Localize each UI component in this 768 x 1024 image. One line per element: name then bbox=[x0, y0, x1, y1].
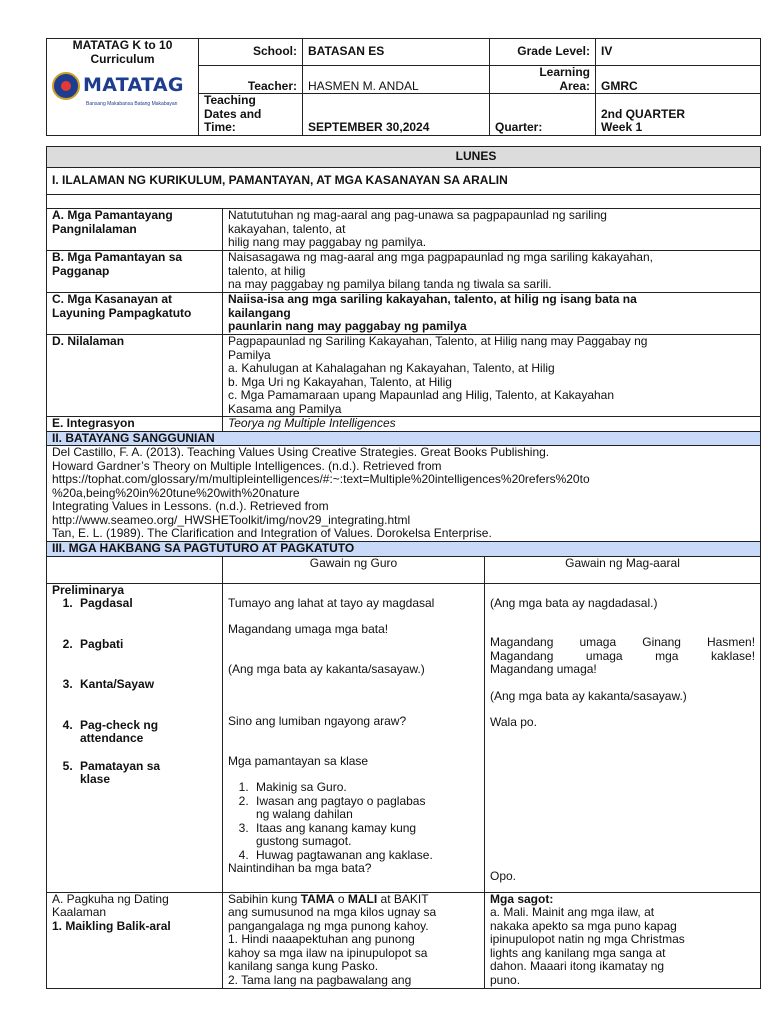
preliminary-label: Preliminarya bbox=[52, 582, 125, 597]
content-standards-label: A. Mga Pamantayang Pangnilalaman bbox=[47, 209, 223, 251]
school-value: BATASAN ES bbox=[303, 39, 490, 66]
teacher-preliminary: Tumayo ang lahat at tayo ay magdasal Magandang umaga mga bata! (Ang mga bata ay kakanta/sasayaw.) Sino ang lumiban ngayong araw? Mga pamantayan sa klase 1. Makinig sa Guro. 2. Iwasan ang pagtayo o paglabas ng walang dahilan 3. Itaas ang kanang kamay kung gustong sumagot. 4. Huwag pagtawanan ang kaklase. Naintindihan ba mga bata? bbox=[223, 583, 485, 892]
spacer-row bbox=[47, 195, 761, 209]
dates-label: Teaching Dates and Time: bbox=[199, 94, 303, 136]
teacher-review: Sabihin kung TAMA o MALI at BAKIT ang sumusunod na mga kilos ugnay sa pangangalaga ng mga punong kahoy. 1. Hindi naaapektuhan ang punong kahoy sa mga ilaw na ipinupulopot sa kanilang sanga kung Pasko. 2. Tama lang na pagbawalang ang bbox=[223, 892, 485, 988]
preliminary-steps bbox=[47, 583, 223, 892]
student-activity-header: Gawain ng Mag-aaral bbox=[485, 556, 761, 583]
matatag-logo bbox=[52, 72, 193, 100]
school-label: School: bbox=[199, 39, 303, 66]
dates-value: SEPTEMBER 30,2024 bbox=[303, 94, 490, 136]
performance-standards-text: Naisasagawa ng mag-aaral ang mga pagpapaunlad ng mga sariling kakayahan, talento, at hilig na may paggabay ng pamilya bilang tanda ng tiwala sa sarili. bbox=[223, 251, 761, 293]
area-value: GMRC bbox=[596, 66, 761, 94]
integration-text: Teorya ng Multiple Intelligences bbox=[223, 417, 761, 432]
quarter-label: Quarter: bbox=[490, 94, 596, 136]
step-attendance: 4. Pag-check ng attendance bbox=[76, 719, 217, 760]
lesson-table bbox=[46, 146, 761, 989]
grade-label: Grade Level: bbox=[490, 39, 596, 66]
header-table bbox=[46, 38, 761, 136]
step-greeting: 2. Pagbati bbox=[76, 638, 217, 679]
steps-header-blank bbox=[47, 556, 223, 583]
logo-tagline: Bansang Makabansa Batang Makabayan bbox=[86, 101, 178, 107]
review-label: A. Pagkuha ng Dating Kaalaman 1. Maikling Balik-aral bbox=[47, 892, 223, 988]
day-header bbox=[47, 147, 761, 168]
student-preliminary: (Ang mga bata ay nagdadasal.) Magandang umaga Ginang Hasmen! Magandang umaga mga kaklase! Magandang umaga! (Ang mga bata ay kakanta/sasayaw.) Wala po. Opo. bbox=[485, 583, 761, 892]
content-standards-text: Natututuhan ng mag-aaral ang pag-unawa sa pagpapaunlad ng sariling kakayahan, talento, at hilig nang may paggabay ng pamilya. bbox=[223, 209, 761, 251]
competencies-text: Naiisa-isa ang mga sariling kakayahan, talento, at hilig ng isang bata na kailangang paunlarin nang may paggabay ng pamilya bbox=[223, 293, 761, 335]
step-class-rules: 5. Pamatayan sa klase bbox=[76, 760, 217, 787]
competencies-label: C. Mga Kasanayan at Layuning Pampagkatuto bbox=[47, 293, 223, 335]
step-prayer: 1. Pagdasal bbox=[76, 597, 217, 638]
quarter-value: 2nd QUARTER Week 1 bbox=[596, 94, 761, 136]
day-label: LUNES bbox=[455, 149, 497, 164]
matatag-wordmark: MATATAG bbox=[83, 74, 184, 97]
area-label: Learning Area: bbox=[490, 66, 596, 94]
teacher-value: HASMEN M. ANDAL bbox=[303, 66, 490, 94]
curriculum-title: MATATAG K to 10 Curriculum bbox=[72, 38, 173, 66]
section1-heading: I. ILALAMAN NG KURIKULUM, PAMANTAYAN, AT MGA KASANAYAN SA ARALIN bbox=[47, 168, 761, 195]
class-rules-list: 1. Makinig sa Guro. 2. Iwasan ang pagtayo o paglabas ng walang dahilan 3. Itaas ang kanang kamay kung gustong sumagot. 4. Huwag pagtawanan ang kaklase. bbox=[228, 781, 479, 862]
integration-label: E. Integrasyon bbox=[47, 417, 223, 432]
content-label: D. Nilalaman bbox=[47, 335, 223, 417]
section2-heading: II. BATAYANG SANGGUNIAN bbox=[47, 431, 761, 446]
student-review: Mga sagot: a. Mali. Mainit ang mga ilaw, at nakaka apekto sa mga puno kapag ipinupulopot natin ng mga Christmas lights ang kanilang mga sanga at dahon. Maaari itong ikamatay ng puno. bbox=[485, 892, 761, 988]
deped-seal-icon bbox=[52, 72, 80, 100]
content-text: Pagpapaunlad ng Sariling Kakayahan, Talento, at Hilig nang may Paggabay ng Pamilya a. Kahulugan at Kahalagahan ng Kakayahan, Talento, at Hilig b. Mga Uri ng Kakayahan, Talento, at Hilig c. Mga Pamamaraan upang Mapaunlad ang Hilig, Talento, at Kakayahan Kasama ang Pamilya bbox=[223, 335, 761, 417]
teacher-label: Teacher: bbox=[199, 66, 303, 94]
performance-standards-label: B. Mga Pamantayan sa Pagganap bbox=[47, 251, 223, 293]
curriculum-cell bbox=[47, 39, 199, 136]
step-song: 3. Kanta/Sayaw bbox=[76, 678, 217, 719]
teacher-activity-header: Gawain ng Guro bbox=[223, 556, 485, 583]
grade-value: IV bbox=[596, 39, 761, 66]
references-text: Del Castillo, F. A. (2013). Teaching Values Using Creative Strategies. Great Books Publishing. Howard Gardner’s Theory on Multiple Intelligences. (n.d.). Retrieved from https://tophat.com/glossary/m/multipleintelligences/#:~:text=Multiple%20intelligences%20refers%20to %20a,being%20in%20tune%20with%20nature Integrating Values in Lessons. (n.d.). Retrieved from http://www.seameo.org/_HWSHEToolkit/img/nov29_integrating.html Tan, E. L. (1989). The Clarification and Integration of Values. Dorokelsa Enterprise. bbox=[47, 446, 761, 542]
section3-heading: III. MGA HAKBANG SA PAGTUTURO AT PAGKATUTO bbox=[47, 542, 761, 557]
